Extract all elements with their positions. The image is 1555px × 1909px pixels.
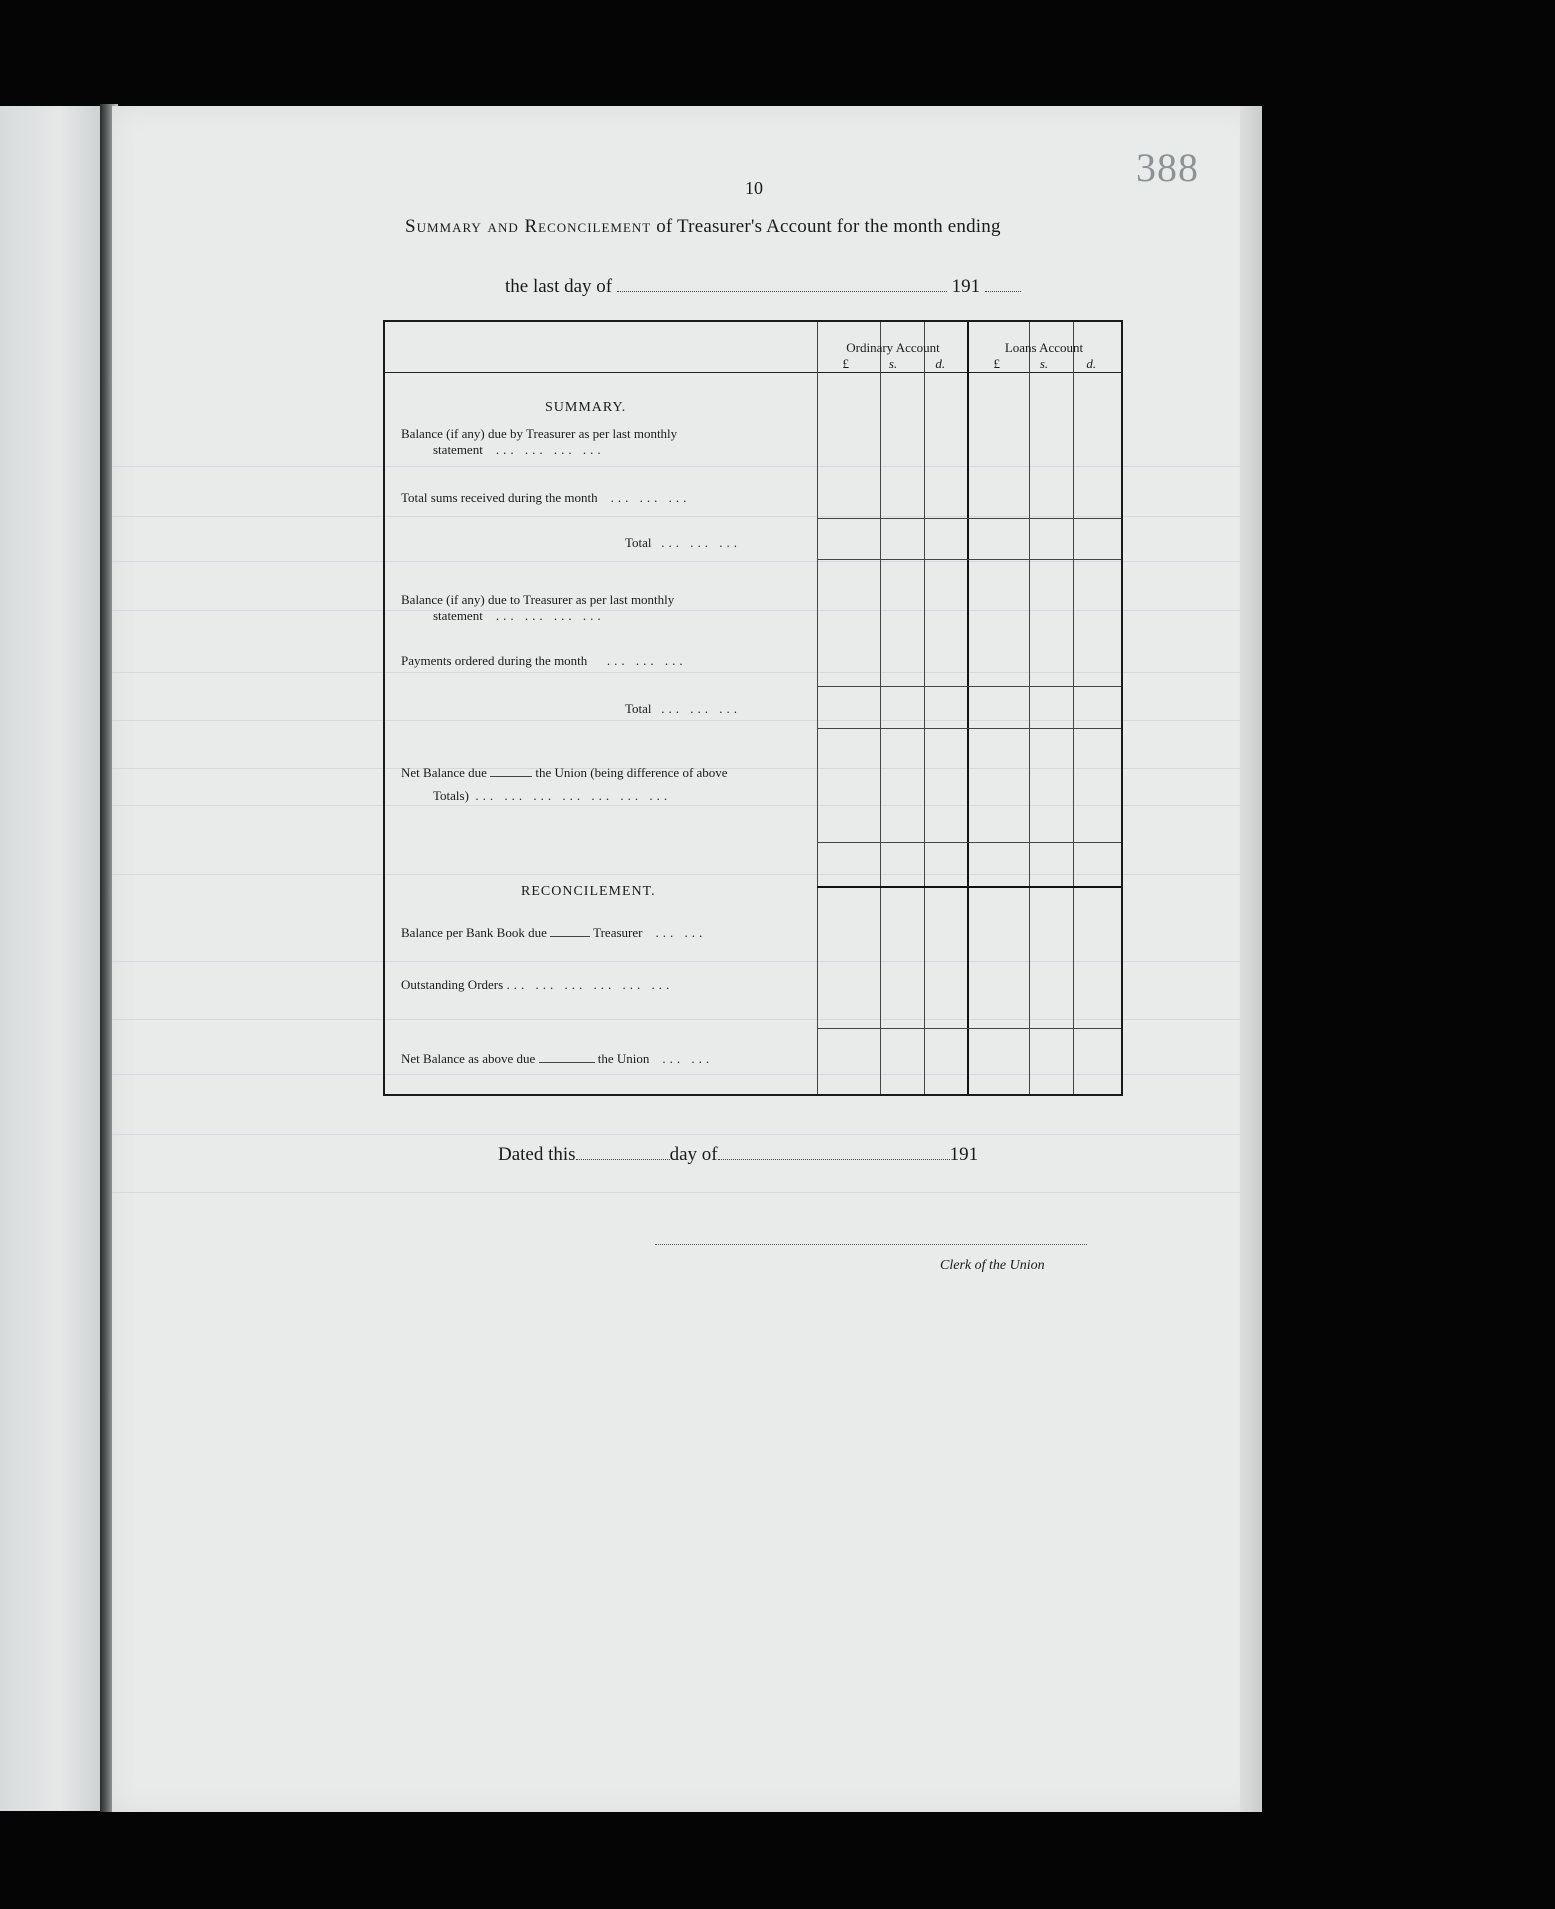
column-rule (924, 322, 925, 1094)
row-net-balance: Net Balance due the Union (being difference of above (401, 762, 728, 781)
ruling-line (112, 1192, 1260, 1193)
summary-heading: SUMMARY. (545, 400, 627, 415)
period-line (505, 276, 1021, 298)
dated-line: Dated this day of 191 (498, 1144, 979, 1165)
column-rule (1029, 322, 1030, 1094)
signature-line[interactable] (655, 1244, 1087, 1245)
column-rule (880, 322, 881, 1094)
row-payments-ordered: Payments ordered during the month ... ... ... (401, 653, 687, 668)
row-total-received: Total sums received during the month ... ... ... (401, 490, 691, 505)
signature-caption: Clerk of the Union (940, 1258, 1045, 1273)
column-rule (1073, 322, 1074, 1094)
row-net-balance-above: Net Balance as above due the Union ... ... (401, 1048, 713, 1067)
row-balance-due-to-2: statement ... ... ... ... (433, 608, 605, 623)
row-balance-due-to: Balance (if any) due to Treasurer as per last monthly (401, 592, 675, 607)
title-small-caps: Summary and Reconcilement (405, 216, 652, 237)
column-rule (817, 322, 818, 1094)
row-outstanding-orders: Outstanding Orders ... ... ... ... ... ... (401, 977, 674, 992)
loans-account-header: Loans Account £ s. d. (969, 340, 1119, 372)
title-rest: of Treasurer's Account for the month ending (656, 216, 1001, 237)
net-rule (817, 842, 1121, 843)
total-rule (817, 728, 1121, 729)
page-edge (1240, 106, 1262, 1812)
month-field[interactable] (718, 1145, 950, 1160)
subtotal-rule (817, 686, 1121, 687)
account-divider (967, 322, 969, 1094)
subtotal-rule (817, 518, 1121, 519)
row-balance-due-by-2: statement ... ... ... ... (433, 442, 605, 457)
row-balance-due-by: Balance (if any) due by Treasurer as per last monthly (401, 426, 678, 441)
shilling-col: s. (1039, 356, 1049, 371)
summary-table (383, 320, 1123, 1096)
page-number: 10 (745, 178, 763, 198)
row-total-1: Total ... ... ... (625, 535, 742, 550)
year-field[interactable] (985, 277, 1021, 292)
period-year: 191 (951, 276, 981, 297)
day-field[interactable] (576, 1145, 670, 1160)
pound-col: £ (842, 356, 849, 371)
section-rule (817, 886, 1121, 888)
pound-col: £ (993, 356, 1000, 371)
ordinary-account-header: Ordinary Account £ s. d. (819, 340, 967, 372)
folio-stamp: 388 (1136, 145, 1199, 190)
shilling-col: s. (888, 356, 898, 371)
pence-col: d. (935, 356, 946, 371)
row-net-balance-2: Totals) ... ... ... ... ... ... ... (433, 788, 672, 803)
reconcile-rule (817, 1028, 1121, 1029)
row-bank-book: Balance per Bank Book due Treasurer ... ... (401, 922, 706, 941)
reconcilement-heading: RECONCILEMENT. (521, 884, 656, 899)
month-field[interactable] (617, 277, 947, 292)
ruling-line (112, 1134, 1260, 1135)
facing-page (0, 106, 100, 1811)
period-prefix: the last day of (505, 276, 613, 297)
form-title (405, 216, 1001, 238)
header-rule (385, 372, 1121, 373)
row-total-2: Total ... ... ... (625, 701, 742, 716)
total-rule (817, 559, 1121, 560)
pence-col: d. (1086, 356, 1097, 371)
